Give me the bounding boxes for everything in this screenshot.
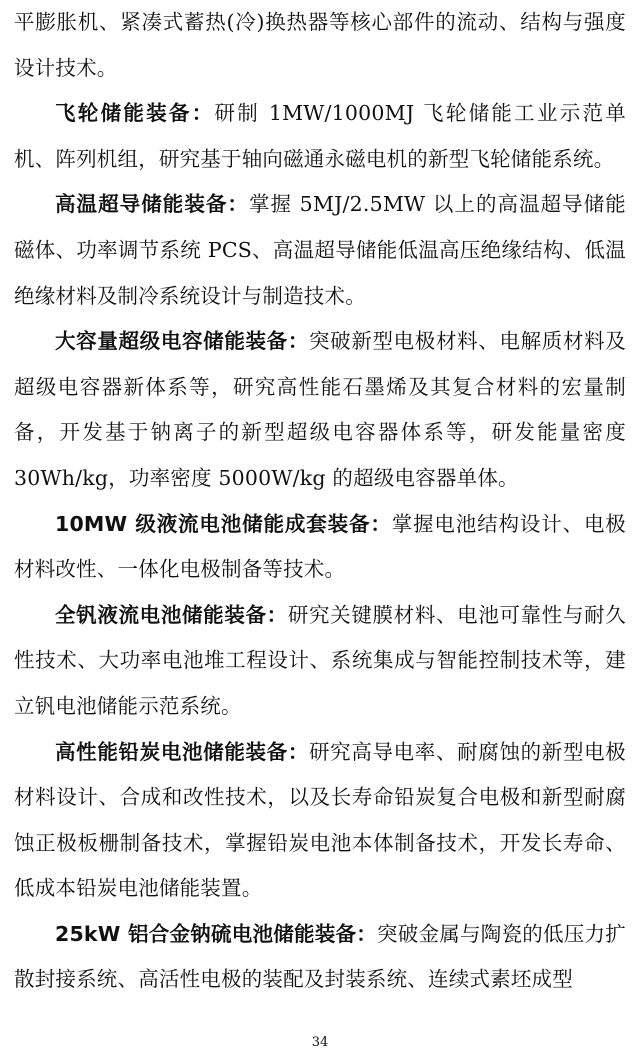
paragraph-heading: 25kW 铝合金钠硫电池储能装备： [55,921,378,946]
paragraph-heading: 高性能铅炭电池储能装备： [55,739,309,764]
paragraph-text: 突破金属与陶瓷的低压力扩散封接系统、高活性电极的装配及封装系统、连续式素坯成型 [14,921,627,992]
paragraph-flow-battery-10mw [14,502,626,593]
paragraph-heading: 高温超导储能装备： [55,192,249,217]
paragraph-superconducting-storage [14,182,626,319]
paragraph-heading: 大容量超级电容储能装备： [55,329,309,354]
paragraph-text: 掌握电池结构设计、电极材料改性、一体化电极制备等技术。 [14,511,627,582]
paragraph-continued [14,0,626,91]
document-body [14,0,626,1003]
paragraph-heading: 全钒液流电池储能装备： [55,602,288,627]
paragraph-text: 平膨胀机、紧凑式蓄热(冷)换热器等核心部件的流动、结构与强度设计技术。 [14,10,626,80]
paragraph-flywheel-storage [14,91,626,182]
paragraph-sodium-sulfur-battery [14,912,626,1003]
paragraph-heading: 10MW 级液流电池储能成套装备： [55,511,392,536]
paragraph-text: 突破新型电极材料、电解质材料及超级电容器新体系等，研究高性能石墨烯及其复合材料的宏量制备，开发基于钠离子的新型超级电容器体系等，研发能量密度 30Wh/kg，功率密度 5000W/kg 的超级电容器单体。 [14,329,626,490]
page-number: 34 [311,1035,329,1050]
paragraph-vanadium-flow-battery [14,593,626,730]
paragraph-heading: 飞轮储能装备： [55,101,215,126]
paragraph-text: 研制 1MW/1000MJ 飞轮储能工业示范单机、阵列机组，研究基于轴向磁通永磁电机的新型飞轮储能系统。 [14,101,626,171]
paragraph-supercapacitor-storage [14,319,626,501]
paragraph-text: 研究关键膜材料、电池可靠性与耐久性技术、大功率电池堆工程设计、系统集成与智能控制技术等，建立钒电池储能示范系统。 [14,602,627,718]
paragraph-lead-carbon-battery [14,730,626,912]
paragraph-text: 研究高导电率、耐腐蚀的新型电极材料设计、合成和改性技术，以及长寿命铅炭复合电极和新型耐腐蚀正极板栅制备技术，掌握铅炭电池本体制备技术，开发长寿命、低成本铅炭电池储能装置。 [14,739,626,901]
paragraph-text: 掌握 5MJ/2.5MW 以上的高温超导储能磁体、功率调节系统 PCS、高温超导储能低温高压绝缘结构、低温绝缘材料及制冷系统设计与制造技术。 [14,192,626,308]
